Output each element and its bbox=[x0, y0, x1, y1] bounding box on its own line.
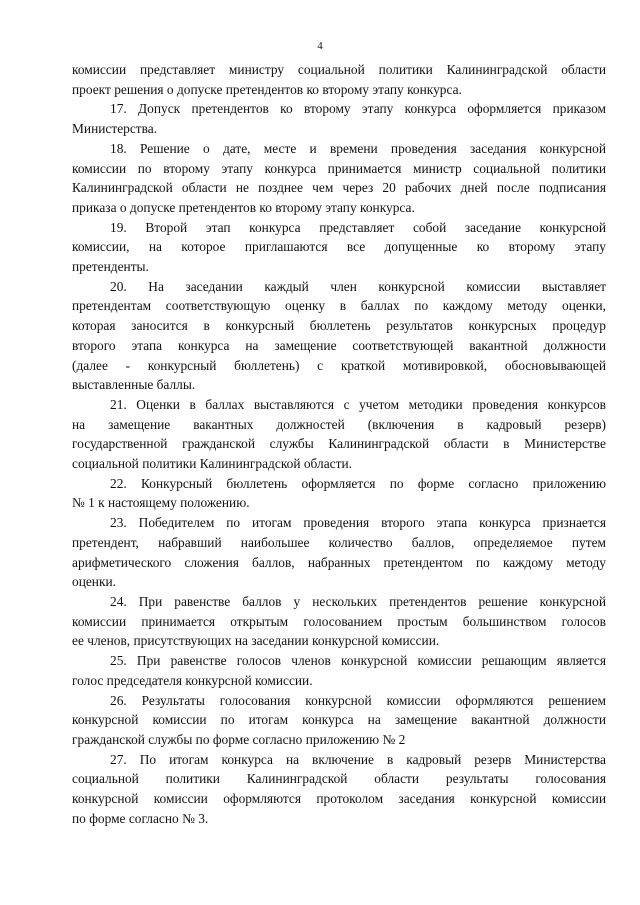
text-line: выставленные баллы. bbox=[72, 377, 196, 393]
text-line: комиссии принимается открытым голосованием простым большинством голосов bbox=[72, 613, 606, 629]
text-line: 18. Решение о дате, месте и времени проведения заседания конкурсной bbox=[110, 140, 606, 156]
text-line: Министерства. bbox=[72, 121, 158, 137]
text-line: государственной гражданской службы Калининградской области в Министерстве bbox=[72, 436, 606, 452]
text-line: арифметического сложения баллов, набранных претендентом по каждому методу bbox=[72, 554, 606, 570]
page-number: 4 bbox=[317, 40, 323, 52]
text-line: ее членов, присутствующих на заседании конкурсной комиссии. bbox=[72, 633, 440, 649]
text-line: комиссии представляет министру социальной политики Калининградской области bbox=[72, 62, 606, 77]
text-line: социальной политики Калининградской области. bbox=[72, 456, 352, 472]
text-line: Калининградской области не позднее чем через 20 рабочих дней после подписания bbox=[72, 180, 606, 196]
text-line: оценки. bbox=[72, 574, 116, 590]
text-line: 17. Допуск претендентов ко второму этапу конкурса оформляется приказом bbox=[110, 101, 606, 117]
text-line: 27. По итогам конкурса на включение в кадровый резерв Министерства bbox=[110, 751, 606, 767]
text-line: приказа о допуске претендентов ко второму этапу конкурса. bbox=[72, 199, 415, 215]
text-line: претендентам соответствующую оценку в баллах по каждому методу оценки, bbox=[72, 298, 606, 314]
text-line: претенденты. bbox=[72, 259, 149, 275]
text-line: конкурсной комиссии по итогам конкурса на замещение вакантной должности bbox=[72, 712, 606, 728]
text-line: 19. Второй этап конкурса представляет собой заседание конкурсной bbox=[110, 219, 606, 235]
text-line: № 1 к настоящему положению. bbox=[72, 495, 250, 511]
document-body bbox=[72, 60, 606, 828]
text-line: 21. Оценки в баллах выставляются с учетом методики проведения конкурсов bbox=[110, 396, 606, 412]
text-line: по форме согласно № 3. bbox=[72, 810, 209, 826]
text-line: 24. При равенстве баллов у нескольких претендентов решение конкурсной bbox=[110, 593, 606, 609]
text-line: на замещение вакантных должностей (включения в кадровый резерв) bbox=[72, 416, 606, 432]
text-line: гражданской службы по форме согласно приложению № 2 bbox=[72, 731, 406, 747]
text-line: второго этапа конкурса на замещение соответствующей вакантной должности bbox=[72, 337, 606, 353]
text-line: претендент, набравший наибольшее количество баллов, определяемое путем bbox=[72, 534, 606, 550]
text-line: 23. Победителем по итогам проведения второго этапа конкурса признается bbox=[110, 515, 606, 531]
text-line: социальной политики Калининградской области результаты голосования bbox=[72, 771, 606, 787]
text-line: конкурсной комиссии оформляются протоколом заседания конкурсной комиссии bbox=[72, 791, 606, 807]
text-line: 22. Конкурсный бюллетень оформляется по форме согласно приложению bbox=[110, 475, 606, 491]
text-line: 25. При равенстве голосов членов конкурсной комиссии решающим является bbox=[110, 653, 606, 669]
text-line: комиссии, на которое приглашаются все допущенные ко второму этапу bbox=[72, 239, 606, 255]
text-line: (далее - конкурсный бюллетень) с краткой мотивировкой, обосновывающей bbox=[72, 357, 606, 373]
text-line: проект решения о допуске претендентов ко второму этапу конкурса. bbox=[72, 81, 462, 97]
text-line: комиссии по второму этапу конкурса принимается министр социальной политики bbox=[72, 160, 606, 176]
text-line: которая заносится в конкурсный бюллетень результатов конкурсных процедур bbox=[72, 318, 606, 334]
text-line: 26. Результаты голосования конкурсной комиссии оформляются решением bbox=[110, 692, 606, 708]
text-line: голос председателя конкурсной комиссии. bbox=[72, 672, 313, 688]
text-line: 20. На заседании каждый член конкурсной комиссии выставляет bbox=[110, 278, 606, 294]
